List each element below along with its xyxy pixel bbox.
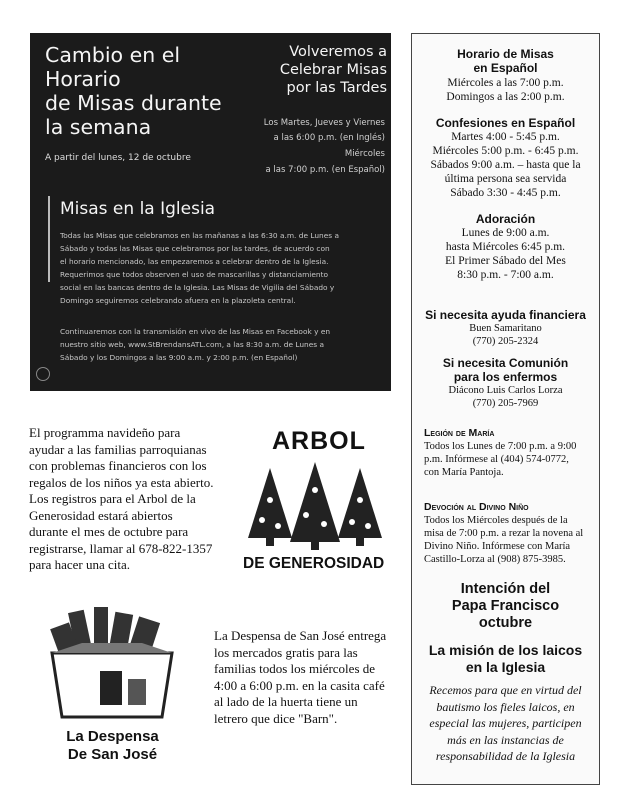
food-pantry-logo-text: La Despensa De San José bbox=[66, 728, 159, 763]
legion-lines: Todos los Lunes de 7:00 p.m. a 9:00 p.m. Infórmese al (404) 574-0772, con María Pantoja. bbox=[424, 441, 577, 478]
giving-tree-text: El programma navideño para ayudar a las familias parroquianas con problemas financieros con los regalos de los niños ya esta abierto. Los registros para el Arbol de la Generosidad estará abiertos durante el mes de octubre para registrarse, llamar al 678-822-1357 para hacer una cita. bbox=[29, 425, 214, 572]
mass-schedule-heading: Horario de Misas en Español bbox=[457, 47, 554, 75]
evening-mass-line: Los Martes, Jueves y Viernes bbox=[263, 118, 385, 128]
christmas-trees-icon bbox=[240, 460, 390, 555]
financial-help-lines: Buen Samaritano (770) 205-2324 bbox=[469, 323, 542, 347]
pope-intention-heading: Intención del Papa Francisco octubre bbox=[451, 581, 560, 631]
divine-child-lines: Todos los Miércoles después de la misa de 7:00 p.m. a rezar la novena al Divino Niño. Infórmese con María Castillo-Lorza al (908) 875-3985. bbox=[424, 515, 584, 565]
livestream-body: Continuaremos con la transmisión en vivo de las Misas en Facebook y en nuestro sitio web, www.StBrendansATL.com, a las 8:30 a.m. de Lunes a Sábado y los Domingos a las 9:00 a.m. y 2:00 p.m. (en Español) bbox=[60, 327, 331, 362]
communion-heading: Si necesita Comunión para los enfermos bbox=[442, 356, 569, 384]
adoration-heading: Adoración bbox=[475, 212, 536, 226]
food-pantry-box-icon bbox=[42, 605, 182, 725]
laity-mission-prayer: Recemos para que en virtud del bautismo los fieles laicos, en especial las mujeres, participen más en las instancias de responsabilidad de la Iglesia bbox=[429, 683, 582, 763]
confessions-lines: Martes 4:00 - 5:45 p.m. Miércoles 5:00 p.m. - 6:45 p.m. Sábados 9:00 a.m. – hasta que la última persona sea servida Sábado 3:30 - 4:45 p.m. bbox=[430, 131, 581, 199]
food-pantry-text: La Despensa de San José entrega los mercados gratis para las familias todos los miércoles de 4:00 a 6:00 p.m. en la casita café al lado de la huerta tiene un letrero que dice "Barn". bbox=[214, 628, 387, 726]
announcement-date: A partir del lunes, 12 de octubre bbox=[45, 153, 191, 163]
laity-mission-heading: La misión de los laicos en la Iglesia bbox=[428, 642, 583, 675]
announcement-title: Cambio en el Horario de Misas durante la semana bbox=[45, 43, 222, 139]
communion-lines: Diácono Luis Carlos Lorza (770) 205-7969 bbox=[448, 385, 563, 409]
evening-mass-line: a las 7:00 p.m. (en Español) bbox=[265, 165, 385, 175]
evening-mass-line: a las 6:00 p.m. (en Inglés) bbox=[273, 133, 385, 143]
church-masses-subtitle: Misas en la Iglesia bbox=[60, 199, 216, 219]
evening-mass-title: Volveremos a Celebrar Misas por las Tardes bbox=[279, 44, 387, 96]
legion-heading: Legión de María bbox=[424, 427, 495, 439]
parish-logo-icon bbox=[36, 367, 50, 381]
divider-bar bbox=[48, 196, 50, 282]
confessions-heading: Confesiones en Español bbox=[435, 116, 576, 130]
adoration-lines: Lunes de 9:00 a.m. hasta Miércoles 6:45 p.m. El Primer Sábado del Mes 8:30 p.m. - 7:00 a.m. bbox=[445, 227, 566, 281]
evening-mass-line: Miércoles bbox=[344, 149, 385, 159]
church-masses-body: Todas las Misas que celebramos en las mañanas a las 6:30 a.m. de Lunes a Sábado y todas las Misas que celebramos por las tardes, de acuerdo con el horario mencionado, las empezaremos a celebrar dentro de la Iglesia. Requerimos que todos observen el uso de mascarillas y distanciamiento social en las bancas dentro de la Iglesia. Las Misas de Vigilia del Sábado y Domingo seguiremos celebrando afuera en la plazoleta central. bbox=[60, 231, 339, 305]
sidebar bbox=[411, 33, 600, 785]
mass-schedule-announcement bbox=[30, 33, 391, 391]
financial-help-heading: Si necesita ayuda financiera bbox=[425, 308, 586, 322]
giving-tree-logo-subtitle: DE GENEROSIDAD bbox=[243, 555, 385, 572]
divine-child-heading: Devoción al Divino Niño bbox=[424, 501, 529, 513]
mass-schedule-lines: Miércoles a las 7:00 p.m. Domingos a las 2:00 p.m. bbox=[446, 77, 565, 103]
giving-tree-logo-title: ARBOL bbox=[272, 427, 366, 455]
